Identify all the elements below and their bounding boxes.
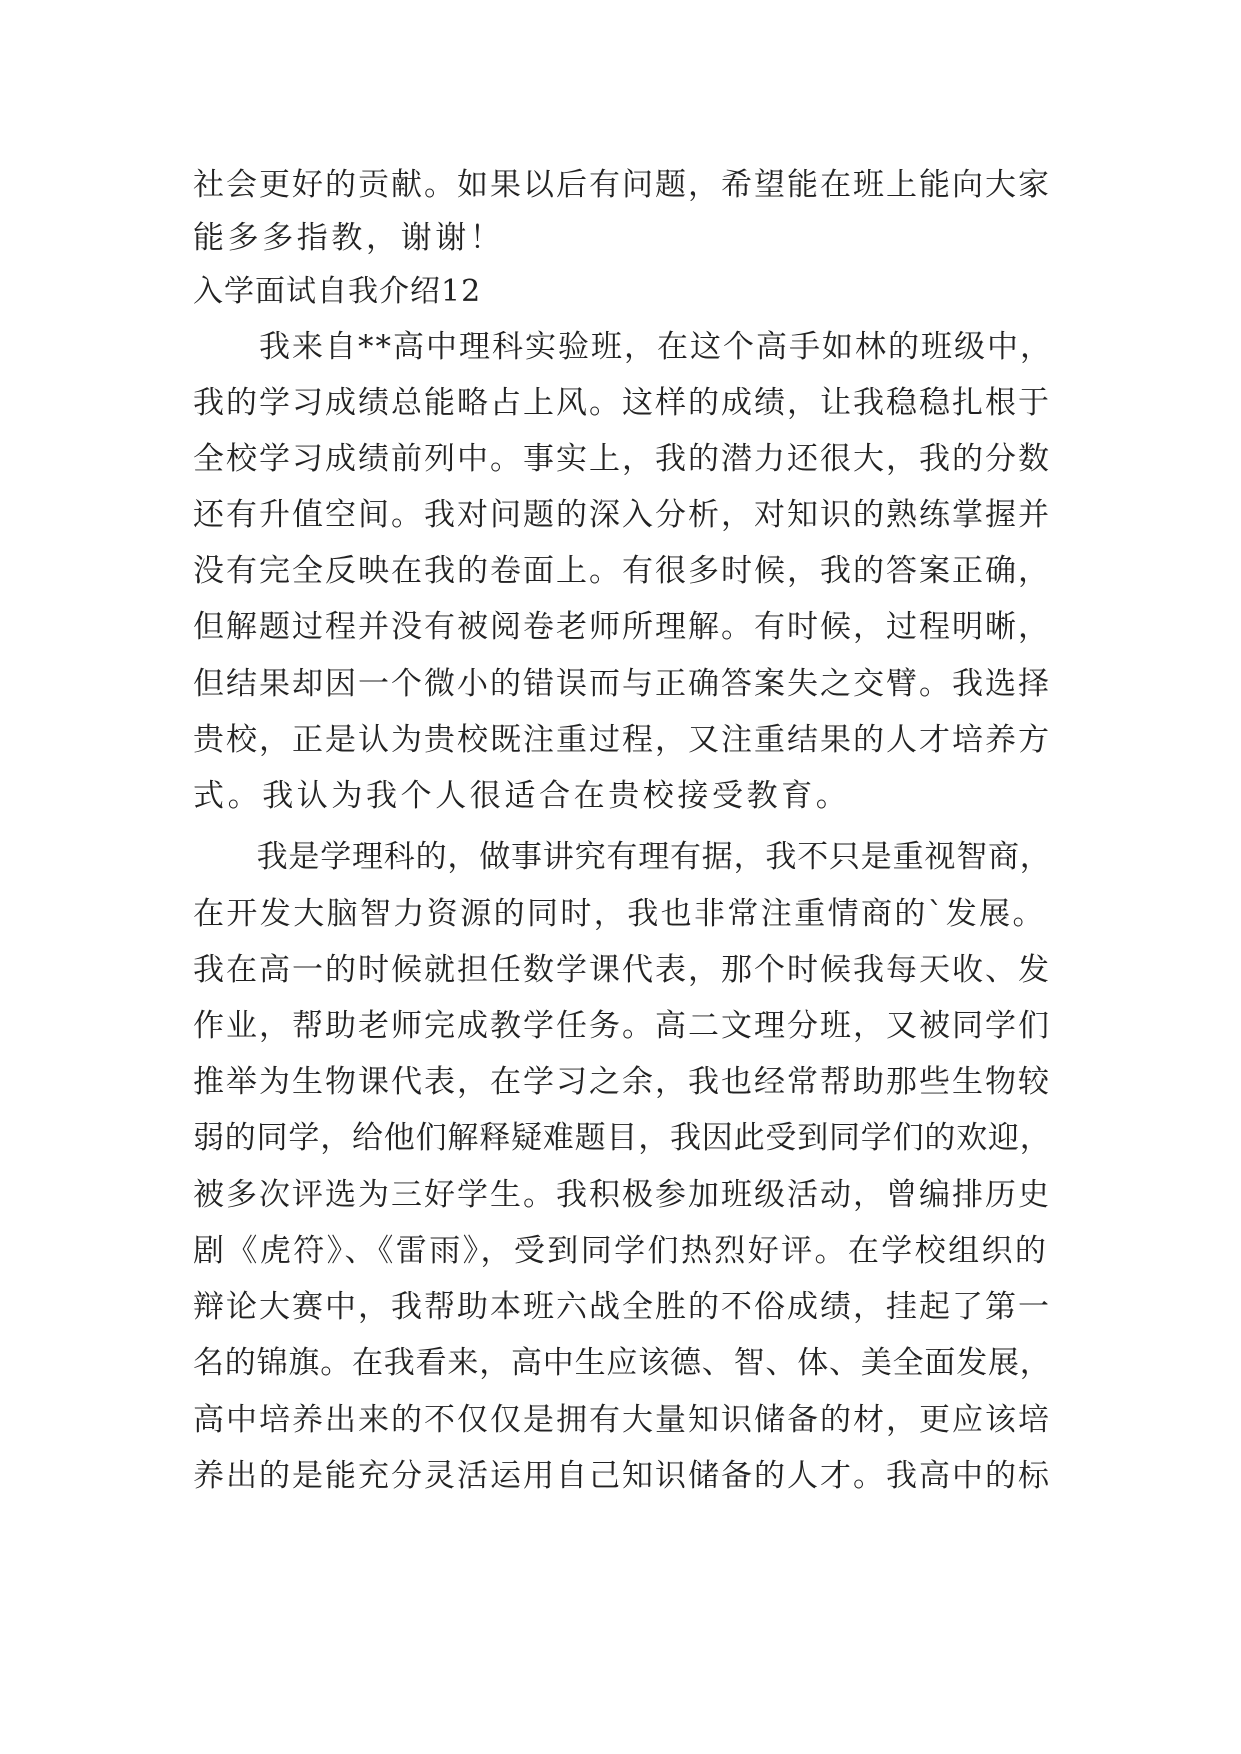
text-line: 我是学理科的，做事讲究有理有据，我不只是重视智商，: [193, 839, 1052, 875]
text-line: 但解题过程并没有被阅卷老师所理解。有时候，过程明晰，: [193, 609, 1051, 645]
text-line: 推举为生物课代表，在学习之余，我也经常帮助那些生物较: [193, 1064, 1051, 1100]
text-line: 还有升值空间。我对问题的深入分析，对知识的熟练掌握并: [193, 497, 1051, 533]
text-line: 我在高一的时候就担任数学课代表，那个时候我每天收、发: [193, 952, 1051, 988]
text-line: 我来自**高中理科实验班，在这个高手如林的班级中，: [193, 329, 1053, 365]
text-line: 高中培养出来的不仅仅是拥有大量知识储备的材，更应该培: [193, 1402, 1051, 1438]
text-line: 但结果却因一个微小的错误而与正确答案失之交臂。我选择: [193, 666, 1051, 702]
text-line: 我的学习成绩总能略占上风。这样的成绩，让我稳稳扎根于: [193, 385, 1051, 421]
text-line: 式。我认为我个人很适合在贵校接受教育。: [193, 778, 851, 814]
text-line: 养出的是能充分灵活运用自己知识储备的人才。我高中的标: [193, 1458, 1051, 1494]
text-line: 作业，帮助老师完成教学任务。高二文理分班，又被同学们: [193, 1008, 1051, 1044]
text-line: 被多次评选为三好学生。我积极参加班级活动，曾编排历史: [193, 1177, 1051, 1213]
text-line: 社会更好的贡献。如果以后有问题，希望能在班上能向大家: [193, 167, 1051, 203]
text-line: 全校学习成绩前列中。事实上，我的潜力还很大，我的分数: [193, 441, 1051, 477]
text-line: 贵校，正是认为贵校既注重过程，又注重结果的人才培养方: [193, 722, 1051, 758]
text-line: 辩论大赛中，我帮助本班六战全胜的不俗成绩，挂起了第一: [193, 1289, 1051, 1325]
text-line: 在开发大脑智力资源的同时，我也非常注重情商的`发展。: [193, 896, 1046, 932]
section-heading: 入学面试自我介绍12: [193, 274, 482, 309]
text-line: 能多多指教，谢谢！: [193, 220, 505, 256]
text-line: 没有完全反映在我的卷面上。有很多时候，我的答案正确，: [193, 553, 1051, 589]
text-line: 名的锦旗。在我看来，高中生应该德、智、体、美全面发展，: [193, 1345, 1052, 1381]
text-line: 弱的同学，给他们解释疑难题目，我因此受到同学们的欢迎，: [193, 1120, 1052, 1156]
text-line: 剧《虎符》、《雷雨》，受到同学们热烈好评。在学校组织的: [193, 1233, 1049, 1269]
